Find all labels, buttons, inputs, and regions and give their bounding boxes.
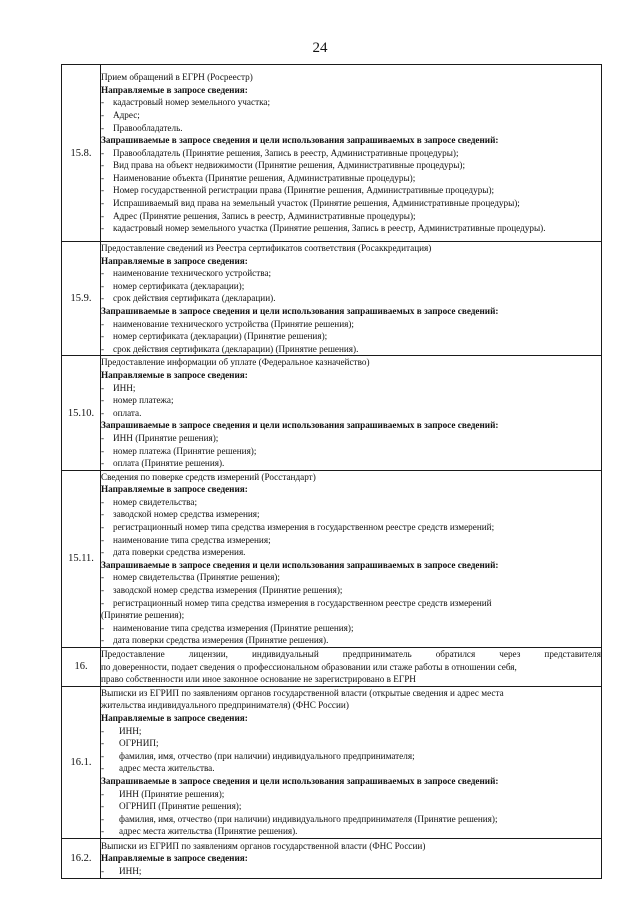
row-number: 15.8. — [62, 65, 101, 242]
list-item: - оплата (Принятие решения). — [101, 458, 225, 469]
list-item: - регистрационный номер типа средства измерения в государственном реестре средств измерений; — [101, 522, 495, 533]
row-content — [101, 65, 602, 242]
requested-header: Запрашиваемые в запросе сведения и цели использования запрашиваемых в запросе сведений: — [101, 559, 499, 570]
list-item: - ИНН (Принятие решения); — [101, 432, 219, 443]
row-content — [101, 356, 602, 470]
list-item: - ОГРНИП; — [101, 738, 159, 749]
list-item: - наименование технического устройства (Принятие решения); — [101, 318, 354, 329]
list-item: - ИНН; — [101, 725, 142, 736]
table-row — [62, 470, 602, 647]
row-title: Выписки из ЕГРИП по заявлениям органов государственной власти (открытые сведения и адрес места — [101, 687, 504, 698]
sent-header: Направляемые в запросе сведения: — [101, 84, 248, 95]
row-number: 15.11. — [62, 470, 101, 647]
paragraph-line: право собственности или иное законное основание не зарегистрировано в ЕГРН — [101, 674, 416, 685]
list-item: - Правообладатель. — [101, 122, 183, 133]
row-content — [101, 686, 602, 838]
list-item: - ИНН (Принятие решения); — [101, 788, 225, 799]
requested-header: Запрашиваемые в запросе сведения и цели использования запрашиваемых в запросе сведений: — [101, 305, 499, 316]
list-item: - адрес места жительства. — [101, 763, 215, 774]
list-item: - Вид права на объект недвижимости (Принятие решения, Административные процедуры); — [101, 160, 466, 171]
row-number: 16. — [62, 648, 101, 687]
list-item: - кадастровый номер земельного участка; — [101, 97, 271, 108]
row-content — [101, 838, 602, 878]
row-content — [101, 648, 602, 687]
list-item: - Наименование объекта (Принятие решения, Административные процедуры); — [101, 172, 416, 183]
list-item: - дата поверки средства измерения. — [101, 547, 246, 558]
list-item: - ИНН; — [101, 382, 136, 393]
table-row — [62, 242, 602, 356]
row-title: Прием обращений в ЕГРН (Росреестр) — [101, 72, 253, 83]
table-row — [62, 686, 602, 838]
paragraph-line: Предоставление лицензии, индивидуальный предприниматель обратился через представителя — [101, 649, 601, 659]
row-number: 15.10. — [62, 356, 101, 470]
sent-header: Направляемые в запросе сведения: — [101, 484, 248, 495]
list-item: - номер сертификата (декларации); — [101, 280, 245, 291]
list-item: - наименование типа средства измерения; — [101, 534, 271, 545]
list-item: - кадастровый номер земельного участка (Принятие решения, Запись в реестр, Административные процедуры). — [101, 223, 546, 234]
row-number: 16.1. — [62, 686, 101, 838]
list-item: - наименование типа средства измерения (Принятие решения); — [101, 622, 354, 633]
list-item-continuation: (Принятие решения); — [101, 610, 185, 621]
list-item: - регистрационный номер типа средства измерения в государственном реестре средств измерений — [101, 597, 492, 608]
list-item: - заводской номер средства измерения; — [101, 509, 260, 520]
row-title: Предоставление сведений из Реестра сертификатов соответствия (Росаккредитация) — [101, 243, 432, 253]
list-item: - Адрес (Принятие решения, Запись в реестр, Административные процедуры); — [101, 210, 416, 221]
list-item: - Номер государственной регистрации права (Принятие решения, Административные процедуры); — [101, 185, 495, 196]
row-number: 15.9. — [62, 242, 101, 356]
row-title: Выписки из ЕГРИП по заявлениям органов государственной власти (ФНС России) — [101, 840, 426, 851]
requested-header: Запрашиваемые в запросе сведения и цели использования запрашиваемых в запросе сведений: — [101, 135, 499, 146]
table-row — [62, 356, 602, 470]
list-item: - фамилия, имя, отчество (при наличии) индивидуального предпринимателя (Принятие решения); — [101, 813, 498, 824]
registry-table — [61, 64, 602, 879]
list-item: - оплата. — [101, 407, 142, 418]
row-title: Предоставление информации об уплате (Федеральное казначейство) — [101, 357, 370, 368]
list-item: - срок действия сертификата (декларации). — [101, 293, 276, 304]
sent-header: Направляемые в запросе сведения: — [101, 369, 248, 380]
list-item: - наименование технического устройства; — [101, 268, 272, 279]
table-row — [62, 838, 602, 878]
list-item: - Адрес; — [101, 109, 140, 120]
row-number: 16.2. — [62, 838, 101, 878]
list-item: - номер платежа (Принятие решения); — [101, 445, 257, 456]
page-number: 24 — [312, 40, 328, 56]
paragraph-line: по доверенности, подает сведения о профессиональном образовании или стаже работы в отношении себя, — [101, 661, 517, 672]
list-item: - Испрашиваемый вид права на земельный участок (Принятие решения, Административные процедуры); — [101, 198, 520, 209]
list-item: - ИНН; — [101, 865, 142, 876]
list-item: - Правообладатель (Принятие решения, Запись в реестр, Административные процедуры); — [101, 147, 459, 158]
table-row — [62, 65, 602, 242]
list-item: - срок действия сертификата (декларации) (Принятие решения). — [101, 343, 359, 354]
table-row — [62, 648, 602, 687]
list-item: - дата поверки средства измерения (Принятие решения). — [101, 635, 329, 646]
list-item: - номер платежа; — [101, 395, 174, 406]
requested-header: Запрашиваемые в запросе сведения и цели использования запрашиваемых в запросе сведений: — [101, 420, 499, 431]
list-item: - номер свидетельства (Принятие решения); — [101, 572, 280, 583]
list-item: - заводской номер средства измерения (Принятие решения); — [101, 585, 343, 596]
row-content — [101, 470, 602, 647]
row-title: жительства индивидуального предпринимателя) (ФНС России) — [101, 700, 349, 711]
list-item: - ОГРНИП (Принятие решения); — [101, 801, 242, 812]
row-content — [101, 242, 602, 356]
list-item: - номер сертификата (декларации) (Принятие решения); — [101, 331, 328, 342]
list-item: - адрес места жительства (Принятие решения). — [101, 826, 298, 837]
row-title: Сведения по поверке средств измерений (Росстандарт) — [101, 471, 316, 482]
list-item: - фамилия, имя, отчество (при наличии) индивидуального предпринимателя; — [101, 750, 415, 761]
sent-header: Направляемые в запросе сведения: — [101, 853, 248, 864]
list-item: - номер свидетельства; — [101, 496, 198, 507]
sent-header: Направляемые в запросе сведения: — [101, 712, 248, 723]
requested-header: Запрашиваемые в запросе сведения и цели использования запрашиваемых в запросе сведений: — [101, 775, 499, 786]
sent-header: Направляемые в запросе сведения: — [101, 255, 248, 266]
